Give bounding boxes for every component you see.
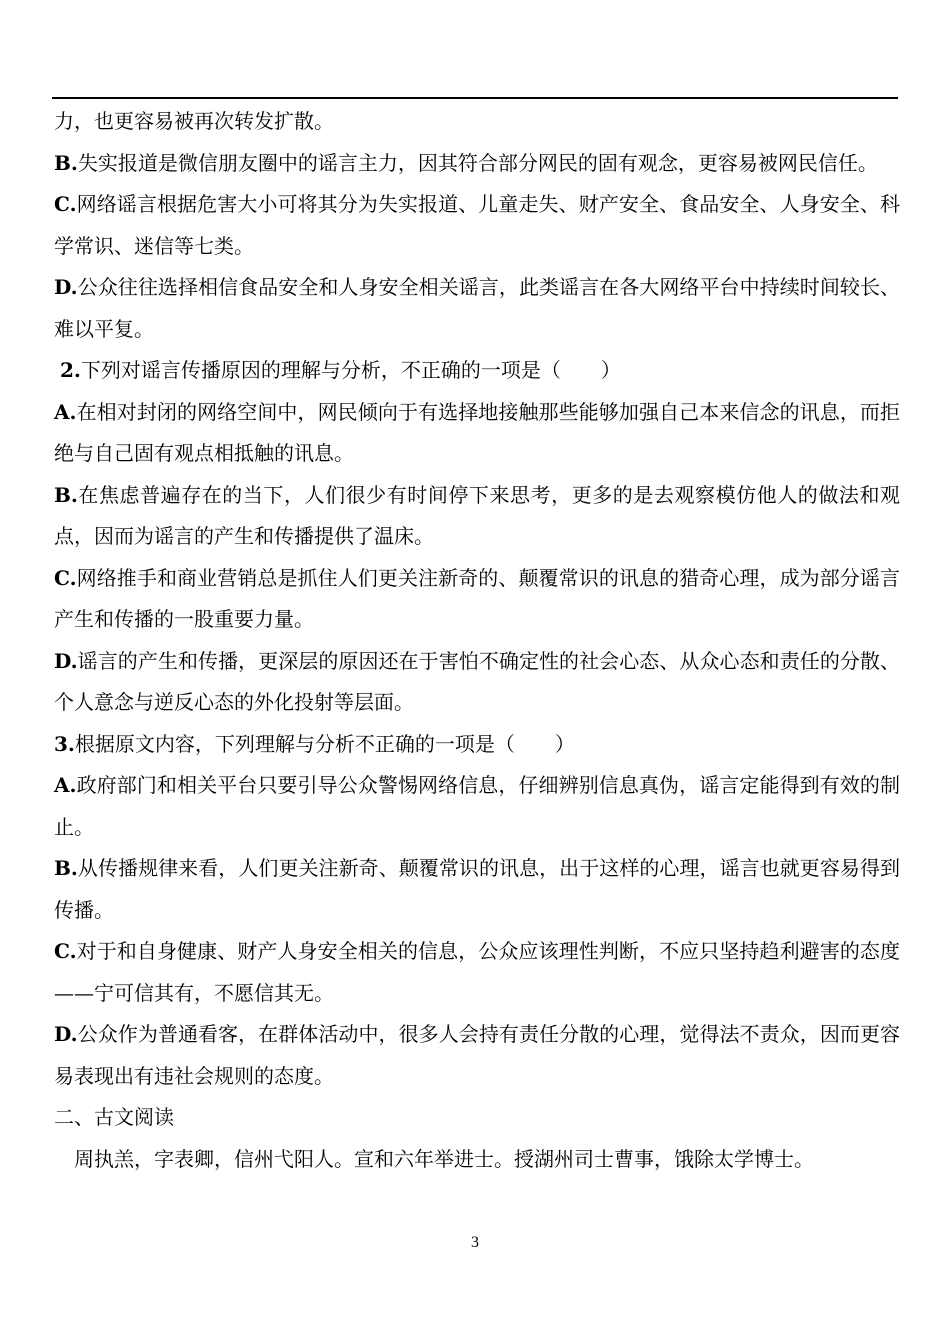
question-number: 2. [60,358,81,382]
page-number: 3 [471,1234,479,1251]
option-letter: C. [54,939,77,963]
q3-option-d [54,1014,900,1097]
q1-option-c [54,184,900,267]
option-text: 网络推手和商业营销总是抓住人们更关注新奇的、颠覆常识的讯息的猎奇心理，成为部分谣言产生和传播的一股重要力量。 [54,565,900,631]
option-text: 政府部门和相关平台只要引导公众警惕网络信息，仔细辨别信息真伪，谣言定能得到有效的制止。 [54,773,900,839]
option-letter: D. [54,1022,78,1046]
option-text: 失实报道是微信朋友圈中的谣言主力，因其符合部分网民的固有观念，更容易被网民信任。 [77,150,878,175]
option-letter: B. [54,856,78,880]
q3-option-b [54,848,900,931]
q2-option-c [54,558,900,641]
option-letter: B. [54,482,78,507]
continuation-line: 力，也更容易被再次转发扩散。 [54,109,334,133]
question-stem: 下列对谣言传播原因的理解与分析，不正确的一项是（ ） [80,358,621,382]
option-text: 公众往往选择相信食品安全和人身安全相关谣言，此类谣言在各大网络平台中持续时间较长、难以平复。 [54,275,900,341]
passage-paragraph: 周执羔，字表卿，信州弋阳人。宣和六年举进士。授湖州司士曹事，饿除太学博士。 [74,1146,814,1171]
q2-stem [54,350,900,392]
section-heading: 二、古文阅读 [54,1105,174,1129]
option-letter: C. [54,565,77,590]
q1-option-b [54,143,900,185]
option-text: 从传播规律来看，人们更关注新奇、颠覆常识的讯息，出于这样的心理，谣言也就更容易得到传播。 [54,856,900,922]
q2-option-d [54,641,900,724]
document-body [54,101,900,1180]
q3-option-c [54,931,900,1014]
q3-stem [54,724,900,766]
q1-option-d [54,267,900,350]
option-text: 网络谣言根据危害大小可将其分为失实报道、儿童走失、财产安全、食品安全、人身安全、科学常识、迷信等七类。 [54,192,900,258]
question-stem: 根据原文内容，下列理解与分析不正确的一项是（ ） [74,731,575,756]
header-rule [52,97,898,99]
q2-option-b [54,475,900,558]
q3-option-a [54,765,900,848]
option-text: 在焦虑普遍存在的当下，人们很少有时间停下来思考，更多的是去观察模仿他人的做法和观点，因而为谣言的产生和传播提供了温床。 [54,482,900,548]
option-letter: B. [54,150,78,175]
option-text: 谣言的产生和传播，更深层的原因还在于害怕不确定性的社会心态、从众心态和责任的分散、个人意念与逆反心态的外化投射等层面。 [54,648,900,714]
option-letter: D. [54,275,78,299]
question-number: 3. [54,731,75,756]
option-letter: A. [54,773,77,797]
q2-option-a [54,392,900,475]
option-letter: C. [54,192,77,216]
option-text: 对于和自身健康、财产人身安全相关的信息，公众应该理性判断，不应只坚持趋利避害的态度——宁可信其有，不愿信其无。 [54,939,900,1005]
option-letter: D. [54,648,78,673]
option-letter: A. [54,399,77,424]
option-text: 在相对封闭的网络空间中，网民倾向于有选择地接触那些能够加强自己本来信念的讯息，而拒绝与自己固有观点相抵触的讯息。 [54,399,900,465]
option-text: 公众作为普通看客，在群体活动中，很多人会持有责任分散的心理，觉得法不责众，因而更容易表现出有违社会规则的态度。 [54,1022,900,1088]
